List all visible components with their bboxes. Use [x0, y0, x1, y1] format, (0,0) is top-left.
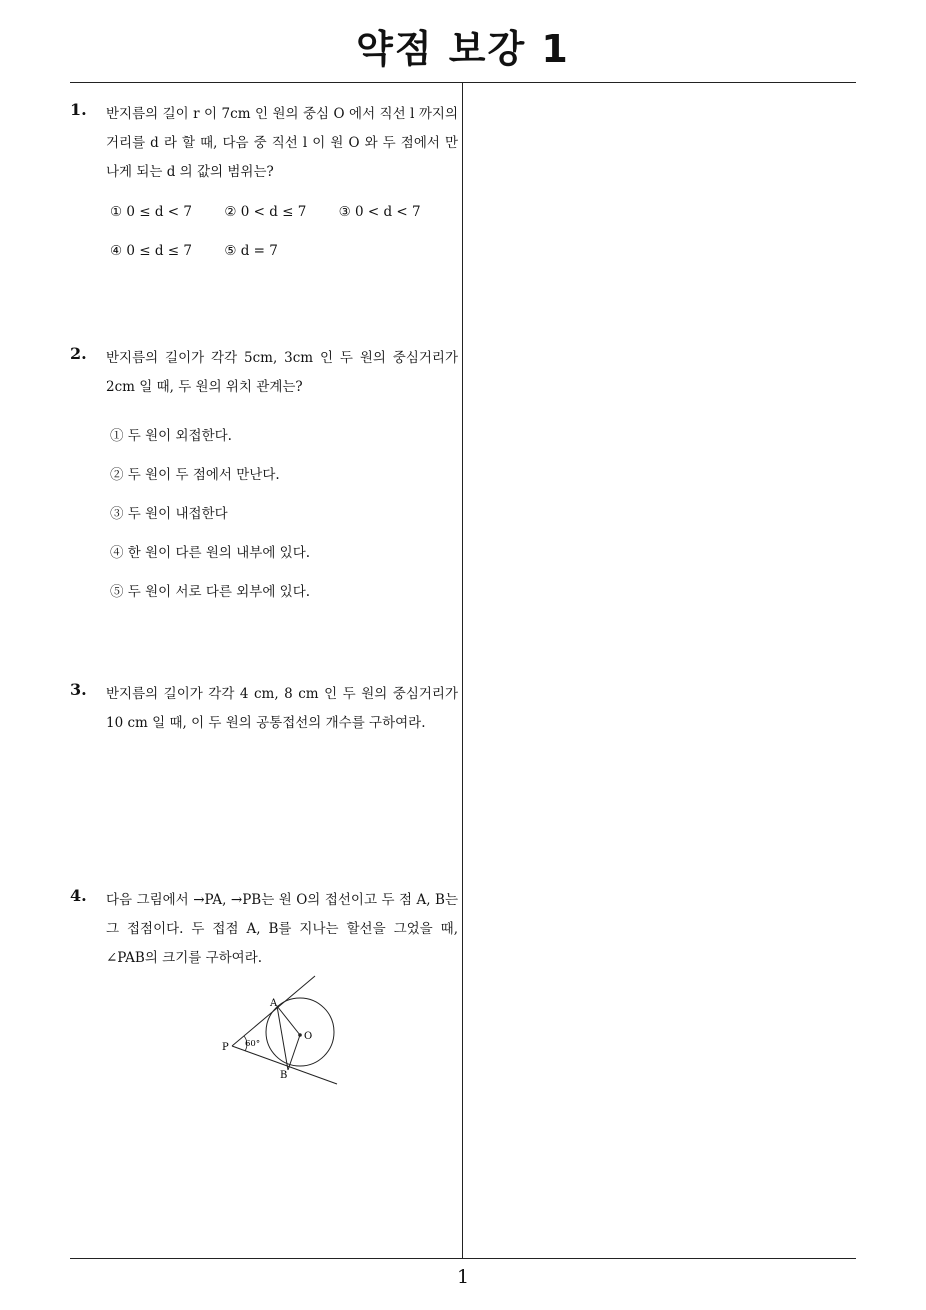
tangent-circle-figure	[218, 972, 348, 1091]
center-point	[298, 1033, 302, 1037]
choice-4[interactable]: ④ 한 원이 다른 원의 내부에 있다.	[110, 545, 311, 561]
footer-rule	[70, 1258, 856, 1259]
choice-1[interactable]: ① 0 ≤ d < 7	[110, 204, 193, 220]
choice-5[interactable]: ⑤ d = 7	[224, 243, 278, 259]
problem-number: 1.	[70, 100, 87, 119]
choice-2[interactable]: ② 0 < d ≤ 7	[224, 204, 307, 220]
problem-number: 4.	[70, 886, 87, 905]
problem-text: 반지름의 길이가 각각 5cm, 3cm 인 두 원의 중심거리가 2cm 일 때, 두 원의 위치 관계는?	[106, 350, 458, 395]
choice-4[interactable]: ④ 0 ≤ d ≤ 7	[110, 243, 193, 259]
label-p: P	[222, 1042, 229, 1053]
label-angle: 60°	[245, 1039, 261, 1049]
choice-3[interactable]: ③ 0 < d < 7	[338, 204, 421, 220]
choice-row	[110, 243, 306, 259]
tangent-pa	[232, 976, 315, 1046]
problem-text: 다음 그림에서 →PA, →PB는 원 O의 접선이고 두 점 A, B는 그 접점이다. 두 접점 A, B를 지나는 할선을 그었을 때, ∠PAB의 크기를 구하여라.	[106, 892, 458, 966]
radius-oa	[277, 1006, 300, 1035]
choice-3[interactable]: ③ 두 원이 내접한다	[110, 506, 228, 522]
choice-2[interactable]: ② 두 원이 두 점에서 만난다.	[110, 467, 280, 483]
column-divider	[462, 83, 463, 1259]
header-rule	[70, 82, 856, 83]
page-title: 약점 보강 1	[356, 27, 570, 71]
label-b: B	[280, 1070, 288, 1081]
figure-svg	[218, 972, 348, 1087]
page-number: 1	[456, 1266, 470, 1288]
choice-row	[110, 204, 449, 220]
label-a: A	[270, 998, 278, 1009]
problem-number: 2.	[70, 344, 87, 363]
problem-text: 반지름의 길이 r 이 7cm 인 원의 중심 O 에서 직선 l 까지의 거리를 d 라 할 때, 다음 중 직선 l 이 원 O 와 두 점에서 만나게 되는 d 의 값의 범위는?	[106, 106, 458, 180]
secant-ab	[277, 1006, 288, 1070]
choice-1[interactable]: ① 두 원이 외접한다.	[110, 428, 232, 444]
problem-text: 반지름의 길이가 각각 4 cm, 8 cm 인 두 원의 중심거리가 10 cm 일 때, 이 두 원의 공통접선의 개수를 구하여라.	[106, 686, 458, 731]
choice-5[interactable]: ⑤ 두 원이 서로 다른 외부에 있다.	[110, 584, 311, 600]
problem-number: 3.	[70, 680, 87, 699]
radius-ob	[288, 1035, 300, 1070]
label-o: O	[304, 1031, 313, 1042]
